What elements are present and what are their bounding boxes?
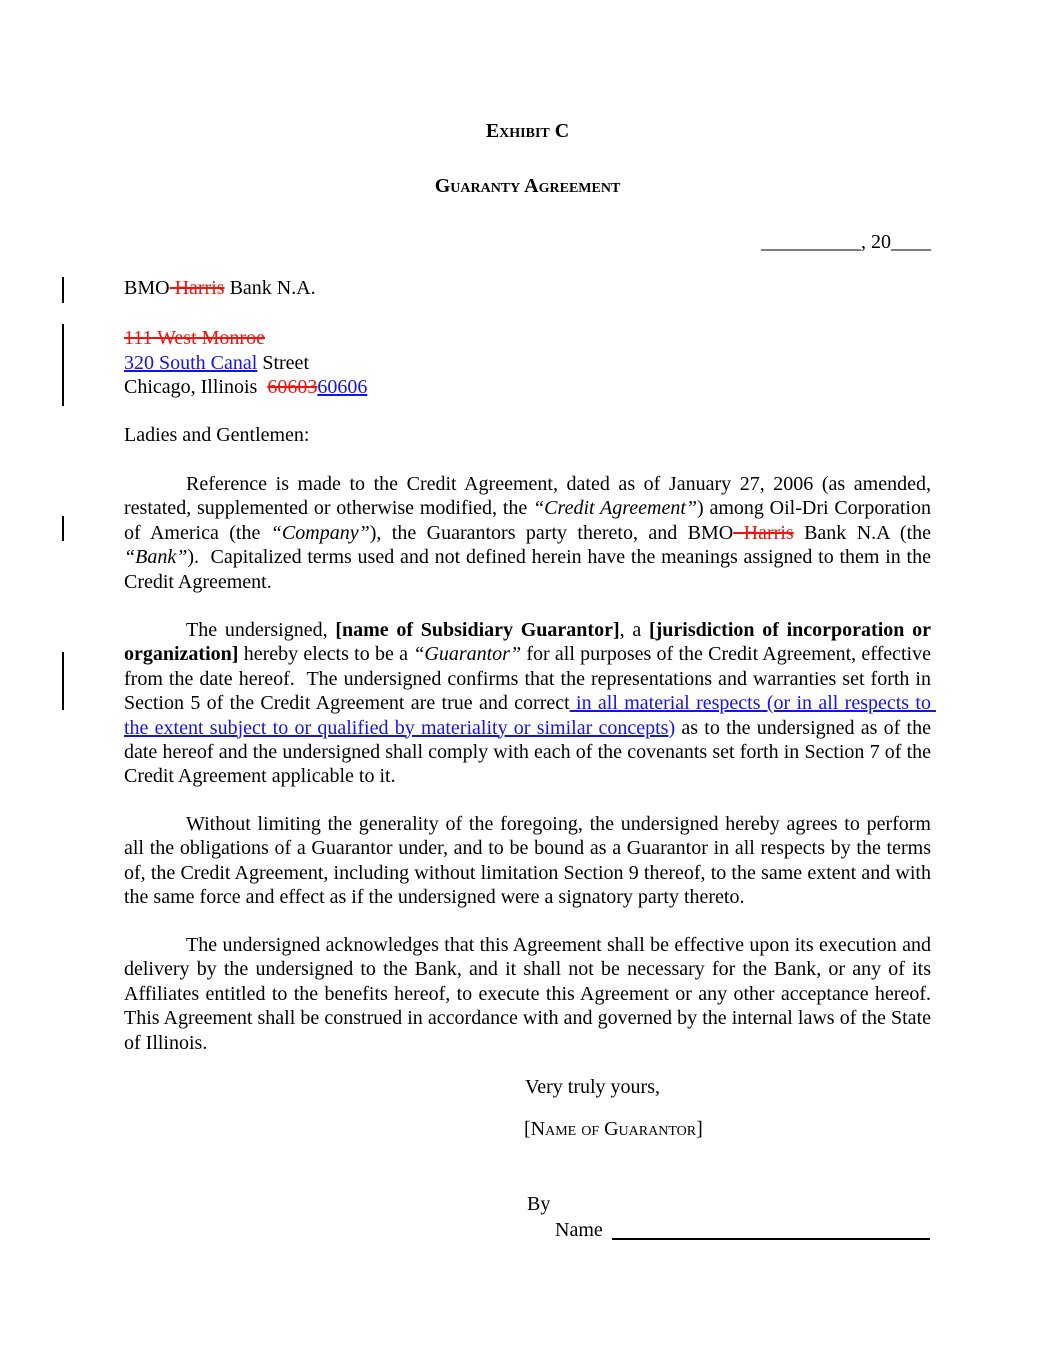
agreement-title: Guaranty Agreement	[434, 175, 621, 197]
text-segment: Bank N.A (the	[793, 521, 937, 544]
body-paragraph-4	[124, 933, 941, 1055]
text-segment: in all material respects (or in all respects to the extent subject to or qualified by materiality or similar concepts)	[124, 692, 936, 739]
change-bar-address	[62, 324, 64, 406]
date-line: __________, 20____	[761, 231, 931, 253]
body-paragraph-1	[124, 472, 937, 594]
address-line-1	[124, 326, 367, 351]
text-segment: for all purposes of the Credit Agreement, effective from the date hereof. The undersigned confirms that the representations and warranties set forth in Section 5 of the Credit Agreement are true and correct	[124, 643, 936, 715]
text-segment: Reference is made to the Credit Agreement, dated as of January 27, 2006 (as amended, restated, supplemented or otherwise modified, the	[124, 473, 936, 520]
body-paragraph-2	[124, 618, 936, 789]
text-segment: “Bank”	[124, 546, 188, 569]
signature-name-row	[555, 1218, 945, 1244]
text-segment: 320 South Canal	[124, 351, 258, 374]
text-segment: ) among Oil-Dri Corporation of America (the	[124, 497, 936, 544]
text-segment: ), the Guarantors party thereto, and BMO	[369, 521, 734, 544]
text-segment: Harris	[733, 521, 794, 544]
text-segment: ). Capitalized terms used and not defined herein have the meanings assigned to them in the Credit Agreement.	[124, 546, 936, 593]
text-segment: Without limiting the generality of the foregoing, the undersigned hereby agrees to perform all the obligations of a Guarantor under, and to be bound as a Guarantor in all respects by the terms of, the Credit Agreement, including without limitation Section 9 thereof, to the same extent and with the same force and effect as if the undersigned were a signatory party thereto.	[124, 813, 936, 909]
text-segment: 111 West Monroe	[124, 327, 265, 349]
text-segment: The undersigned acknowledges that this Agreement shall be effective upon its execution and delivery by the undersigned to the Bank, and it shall not be necessary for the Bank, or any of its Affiliates entitled to the benefits hereof, to execute this Agreement or any other acceptance hereof. This Agreement shall be construed in accordance with and governed by the internal laws of the State of Illinois.	[124, 934, 941, 1054]
text-segment: Harris	[169, 277, 225, 299]
text-segment: Chicago, Illinois	[124, 376, 268, 398]
text-segment: as to the undersigned as of the date hereof and the undersigned shall comply with each of the covenants set forth in Section 7 of the Credit Agreement applicable to it.	[124, 716, 936, 788]
body-paragraph-3	[124, 812, 936, 910]
change-bar-paragraph-2	[62, 652, 64, 710]
signature-name-blank	[612, 1238, 930, 1240]
text-segment: 60603	[267, 376, 318, 398]
address-line-3	[124, 375, 367, 400]
guarantor-name-placeholder: [Name of Guarantor]	[524, 1118, 703, 1140]
text-segment: The undersigned,	[186, 619, 336, 641]
text-segment: “Credit Agreement”	[533, 497, 697, 520]
signature-name-label: Name	[555, 1219, 603, 1241]
change-bar-recipient	[62, 277, 64, 303]
address-block	[124, 326, 367, 400]
text-segment: , a	[619, 619, 649, 641]
salutation: Ladies and Gentlemen:	[124, 424, 310, 446]
address-line-2	[124, 351, 367, 376]
text-segment: “Company”	[270, 521, 370, 544]
text-segment: 60606	[317, 376, 368, 398]
text-segment: BMO	[124, 277, 170, 299]
text-segment: [jurisdiction of incorporation or organization]	[124, 619, 936, 666]
text-segment: [name of Subsidiary Guarantor]	[335, 619, 620, 641]
text-segment: hereby elects to be a	[238, 643, 414, 666]
closing: Very truly yours,	[525, 1076, 660, 1098]
text-segment: Street	[257, 351, 309, 374]
change-bar-paragraph-1	[62, 516, 64, 541]
recipient-line	[124, 276, 316, 301]
signature-by-label: By	[527, 1193, 551, 1215]
text-segment: “Guarantor”	[413, 643, 522, 666]
exhibit-title: Exhibit C	[485, 120, 570, 142]
text-segment: Bank N.A.	[224, 277, 316, 299]
